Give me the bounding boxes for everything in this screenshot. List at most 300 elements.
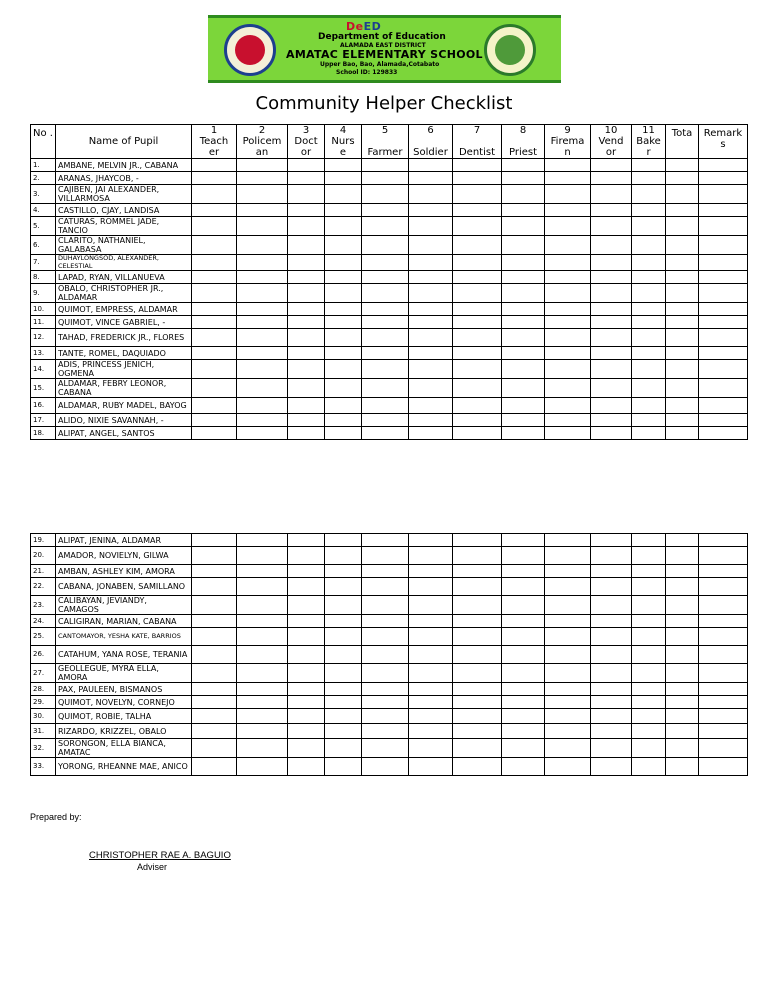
check-cell[interactable] [362,615,409,628]
check-cell[interactable] [325,347,362,360]
check-cell[interactable] [453,217,502,236]
check-cell[interactable] [591,329,632,347]
check-cell[interactable] [237,204,288,217]
check-cell[interactable] [502,596,545,615]
check-cell[interactable] [632,696,666,709]
check-cell[interactable] [502,664,545,683]
check-cell[interactable] [325,303,362,316]
total-cell[interactable] [666,204,699,217]
check-cell[interactable] [632,534,666,547]
remarks-cell[interactable] [699,696,748,709]
remarks-cell[interactable] [699,414,748,427]
check-cell[interactable] [502,414,545,427]
check-cell[interactable] [362,547,409,565]
check-cell[interactable] [453,664,502,683]
check-cell[interactable] [409,303,453,316]
check-cell[interactable] [502,236,545,255]
check-cell[interactable] [325,615,362,628]
check-cell[interactable] [632,758,666,776]
check-cell[interactable] [453,159,502,172]
check-cell[interactable] [502,683,545,696]
check-cell[interactable] [453,185,502,204]
check-cell[interactable] [409,547,453,565]
check-cell[interactable] [237,360,288,379]
check-cell[interactable] [409,596,453,615]
total-cell[interactable] [666,271,699,284]
remarks-cell[interactable] [699,172,748,185]
check-cell[interactable] [591,185,632,204]
check-cell[interactable] [409,578,453,596]
check-cell[interactable] [192,615,237,628]
check-cell[interactable] [632,347,666,360]
check-cell[interactable] [237,159,288,172]
check-cell[interactable] [632,303,666,316]
remarks-cell[interactable] [699,159,748,172]
check-cell[interactable] [632,204,666,217]
check-cell[interactable] [545,185,591,204]
total-cell[interactable] [666,347,699,360]
check-cell[interactable] [545,547,591,565]
check-cell[interactable] [545,284,591,303]
check-cell[interactable] [288,709,325,724]
check-cell[interactable] [591,316,632,329]
check-cell[interactable] [632,427,666,440]
check-cell[interactable] [545,316,591,329]
check-cell[interactable] [192,739,237,758]
check-cell[interactable] [453,578,502,596]
check-cell[interactable] [237,565,288,578]
check-cell[interactable] [453,739,502,758]
check-cell[interactable] [362,217,409,236]
check-cell[interactable] [591,347,632,360]
check-cell[interactable] [502,628,545,646]
check-cell[interactable] [632,159,666,172]
total-cell[interactable] [666,172,699,185]
check-cell[interactable] [288,379,325,398]
check-cell[interactable] [502,255,545,271]
total-cell[interactable] [666,284,699,303]
check-cell[interactable] [288,596,325,615]
check-cell[interactable] [545,615,591,628]
check-cell[interactable] [545,398,591,414]
check-cell[interactable] [591,534,632,547]
check-cell[interactable] [502,379,545,398]
total-cell[interactable] [666,360,699,379]
check-cell[interactable] [325,628,362,646]
check-cell[interactable] [502,185,545,204]
check-cell[interactable] [632,596,666,615]
check-cell[interactable] [409,379,453,398]
check-cell[interactable] [192,414,237,427]
check-cell[interactable] [325,379,362,398]
check-cell[interactable] [502,565,545,578]
check-cell[interactable] [288,316,325,329]
check-cell[interactable] [325,159,362,172]
check-cell[interactable] [409,159,453,172]
check-cell[interactable] [409,664,453,683]
check-cell[interactable] [453,628,502,646]
check-cell[interactable] [632,284,666,303]
check-cell[interactable] [237,271,288,284]
check-cell[interactable] [632,724,666,739]
check-cell[interactable] [237,217,288,236]
check-cell[interactable] [632,547,666,565]
total-cell[interactable] [666,534,699,547]
check-cell[interactable] [591,303,632,316]
check-cell[interactable] [409,185,453,204]
check-cell[interactable] [453,398,502,414]
check-cell[interactable] [325,534,362,547]
check-cell[interactable] [288,329,325,347]
check-cell[interactable] [288,414,325,427]
check-cell[interactable] [192,646,237,664]
check-cell[interactable] [237,236,288,255]
check-cell[interactable] [502,534,545,547]
check-cell[interactable] [409,534,453,547]
check-cell[interactable] [632,628,666,646]
check-cell[interactable] [325,204,362,217]
remarks-cell[interactable] [699,758,748,776]
check-cell[interactable] [545,271,591,284]
check-cell[interactable] [545,360,591,379]
check-cell[interactable] [325,758,362,776]
check-cell[interactable] [502,709,545,724]
check-cell[interactable] [237,547,288,565]
remarks-cell[interactable] [699,316,748,329]
check-cell[interactable] [453,347,502,360]
check-cell[interactable] [632,271,666,284]
check-cell[interactable] [502,217,545,236]
check-cell[interactable] [325,185,362,204]
remarks-cell[interactable] [699,534,748,547]
check-cell[interactable] [325,172,362,185]
check-cell[interactable] [453,271,502,284]
total-cell[interactable] [666,329,699,347]
check-cell[interactable] [591,271,632,284]
check-cell[interactable] [453,284,502,303]
check-cell[interactable] [632,683,666,696]
remarks-cell[interactable] [699,664,748,683]
check-cell[interactable] [237,427,288,440]
check-cell[interactable] [192,696,237,709]
check-cell[interactable] [545,565,591,578]
check-cell[interactable] [192,427,237,440]
check-cell[interactable] [409,696,453,709]
check-cell[interactable] [362,360,409,379]
check-cell[interactable] [192,534,237,547]
remarks-cell[interactable] [699,271,748,284]
remarks-cell[interactable] [699,578,748,596]
check-cell[interactable] [453,427,502,440]
check-cell[interactable] [288,739,325,758]
check-cell[interactable] [545,739,591,758]
remarks-cell[interactable] [699,646,748,664]
check-cell[interactable] [409,758,453,776]
check-cell[interactable] [362,329,409,347]
check-cell[interactable] [632,329,666,347]
check-cell[interactable] [237,284,288,303]
total-cell[interactable] [666,303,699,316]
total-cell[interactable] [666,427,699,440]
check-cell[interactable] [409,284,453,303]
check-cell[interactable] [591,758,632,776]
check-cell[interactable] [453,724,502,739]
check-cell[interactable] [632,185,666,204]
total-cell[interactable] [666,724,699,739]
check-cell[interactable] [192,347,237,360]
check-cell[interactable] [192,172,237,185]
check-cell[interactable] [288,217,325,236]
total-cell[interactable] [666,217,699,236]
check-cell[interactable] [632,316,666,329]
check-cell[interactable] [453,596,502,615]
check-cell[interactable] [325,255,362,271]
total-cell[interactable] [666,236,699,255]
check-cell[interactable] [237,255,288,271]
check-cell[interactable] [409,414,453,427]
remarks-cell[interactable] [699,329,748,347]
check-cell[interactable] [237,303,288,316]
check-cell[interactable] [192,204,237,217]
check-cell[interactable] [288,271,325,284]
total-cell[interactable] [666,255,699,271]
check-cell[interactable] [453,236,502,255]
check-cell[interactable] [237,628,288,646]
check-cell[interactable] [192,379,237,398]
check-cell[interactable] [237,316,288,329]
check-cell[interactable] [325,271,362,284]
check-cell[interactable] [362,284,409,303]
check-cell[interactable] [325,360,362,379]
check-cell[interactable] [288,360,325,379]
check-cell[interactable] [237,683,288,696]
remarks-cell[interactable] [699,236,748,255]
check-cell[interactable] [545,347,591,360]
check-cell[interactable] [237,398,288,414]
check-cell[interactable] [545,427,591,440]
check-cell[interactable] [453,414,502,427]
check-cell[interactable] [453,615,502,628]
check-cell[interactable] [545,578,591,596]
check-cell[interactable] [632,255,666,271]
check-cell[interactable] [288,578,325,596]
check-cell[interactable] [192,758,237,776]
check-cell[interactable] [237,414,288,427]
total-cell[interactable] [666,664,699,683]
check-cell[interactable] [362,664,409,683]
check-cell[interactable] [409,646,453,664]
check-cell[interactable] [192,236,237,255]
check-cell[interactable] [192,329,237,347]
check-cell[interactable] [632,646,666,664]
check-cell[interactable] [502,271,545,284]
check-cell[interactable] [288,547,325,565]
check-cell[interactable] [453,172,502,185]
check-cell[interactable] [545,217,591,236]
check-cell[interactable] [453,329,502,347]
check-cell[interactable] [591,398,632,414]
check-cell[interactable] [362,379,409,398]
check-cell[interactable] [288,664,325,683]
check-cell[interactable] [453,534,502,547]
check-cell[interactable] [453,303,502,316]
check-cell[interactable] [632,398,666,414]
check-cell[interactable] [453,255,502,271]
check-cell[interactable] [409,217,453,236]
check-cell[interactable] [545,724,591,739]
check-cell[interactable] [502,204,545,217]
total-cell[interactable] [666,758,699,776]
check-cell[interactable] [237,578,288,596]
check-cell[interactable] [545,172,591,185]
check-cell[interactable] [545,236,591,255]
check-cell[interactable] [591,709,632,724]
check-cell[interactable] [502,739,545,758]
total-cell[interactable] [666,578,699,596]
check-cell[interactable] [325,578,362,596]
check-cell[interactable] [502,578,545,596]
check-cell[interactable] [545,709,591,724]
check-cell[interactable] [591,683,632,696]
check-cell[interactable] [502,758,545,776]
check-cell[interactable] [288,427,325,440]
check-cell[interactable] [237,724,288,739]
check-cell[interactable] [362,204,409,217]
total-cell[interactable] [666,615,699,628]
check-cell[interactable] [545,255,591,271]
check-cell[interactable] [192,596,237,615]
check-cell[interactable] [362,427,409,440]
check-cell[interactable] [591,664,632,683]
check-cell[interactable] [632,739,666,758]
remarks-cell[interactable] [699,709,748,724]
check-cell[interactable] [591,724,632,739]
check-cell[interactable] [545,534,591,547]
check-cell[interactable] [591,360,632,379]
check-cell[interactable] [288,204,325,217]
check-cell[interactable] [237,347,288,360]
check-cell[interactable] [591,255,632,271]
check-cell[interactable] [325,284,362,303]
check-cell[interactable] [192,664,237,683]
check-cell[interactable] [362,709,409,724]
remarks-cell[interactable] [699,204,748,217]
check-cell[interactable] [362,683,409,696]
remarks-cell[interactable] [699,347,748,360]
check-cell[interactable] [502,360,545,379]
remarks-cell[interactable] [699,185,748,204]
check-cell[interactable] [591,565,632,578]
check-cell[interactable] [545,628,591,646]
check-cell[interactable] [502,547,545,565]
check-cell[interactable] [591,284,632,303]
total-cell[interactable] [666,646,699,664]
total-cell[interactable] [666,185,699,204]
check-cell[interactable] [591,646,632,664]
check-cell[interactable] [362,271,409,284]
check-cell[interactable] [362,159,409,172]
check-cell[interactable] [325,316,362,329]
check-cell[interactable] [409,615,453,628]
check-cell[interactable] [453,379,502,398]
remarks-cell[interactable] [699,379,748,398]
check-cell[interactable] [632,360,666,379]
remarks-cell[interactable] [699,628,748,646]
check-cell[interactable] [192,565,237,578]
check-cell[interactable] [409,398,453,414]
check-cell[interactable] [192,316,237,329]
check-cell[interactable] [545,159,591,172]
check-cell[interactable] [591,628,632,646]
check-cell[interactable] [591,217,632,236]
check-cell[interactable] [502,398,545,414]
check-cell[interactable] [453,565,502,578]
check-cell[interactable] [362,398,409,414]
check-cell[interactable] [502,615,545,628]
check-cell[interactable] [453,696,502,709]
check-cell[interactable] [591,615,632,628]
check-cell[interactable] [632,709,666,724]
total-cell[interactable] [666,398,699,414]
check-cell[interactable] [237,739,288,758]
check-cell[interactable] [362,596,409,615]
check-cell[interactable] [453,709,502,724]
check-cell[interactable] [591,547,632,565]
check-cell[interactable] [288,172,325,185]
check-cell[interactable] [453,646,502,664]
check-cell[interactable] [192,159,237,172]
check-cell[interactable] [632,217,666,236]
check-cell[interactable] [325,646,362,664]
check-cell[interactable] [409,427,453,440]
check-cell[interactable] [237,696,288,709]
check-cell[interactable] [362,414,409,427]
check-cell[interactable] [632,664,666,683]
check-cell[interactable] [502,696,545,709]
check-cell[interactable] [545,696,591,709]
remarks-cell[interactable] [699,739,748,758]
check-cell[interactable] [502,303,545,316]
check-cell[interactable] [325,329,362,347]
check-cell[interactable] [325,236,362,255]
total-cell[interactable] [666,379,699,398]
check-cell[interactable] [453,547,502,565]
check-cell[interactable] [237,646,288,664]
check-cell[interactable] [288,347,325,360]
check-cell[interactable] [288,284,325,303]
check-cell[interactable] [325,398,362,414]
check-cell[interactable] [591,172,632,185]
check-cell[interactable] [502,347,545,360]
check-cell[interactable] [545,664,591,683]
check-cell[interactable] [362,534,409,547]
check-cell[interactable] [362,172,409,185]
check-cell[interactable] [192,217,237,236]
check-cell[interactable] [362,646,409,664]
check-cell[interactable] [591,427,632,440]
remarks-cell[interactable] [699,427,748,440]
check-cell[interactable] [591,379,632,398]
check-cell[interactable] [502,724,545,739]
check-cell[interactable] [325,547,362,565]
check-cell[interactable] [591,578,632,596]
total-cell[interactable] [666,316,699,329]
check-cell[interactable] [192,303,237,316]
remarks-cell[interactable] [699,596,748,615]
check-cell[interactable] [409,236,453,255]
check-cell[interactable] [192,578,237,596]
check-cell[interactable] [288,398,325,414]
